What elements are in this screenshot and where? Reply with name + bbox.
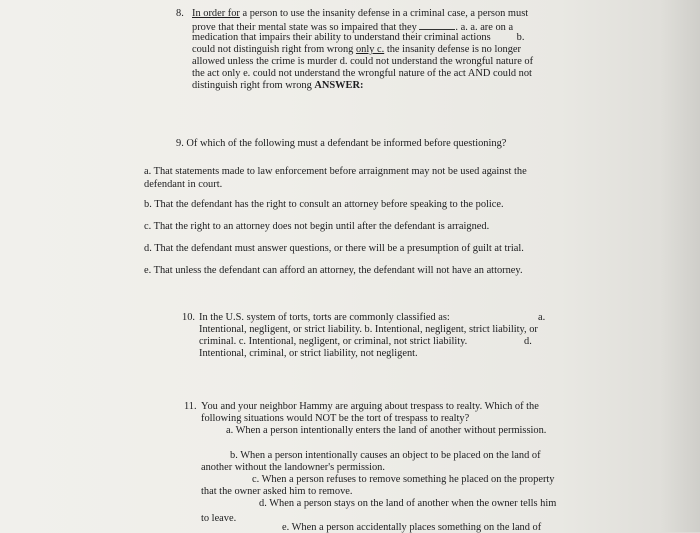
question-8-line-3 <box>192 32 524 43</box>
question-11-option-b-line-2: another without the landowner's permission. <box>201 462 385 473</box>
question-8-line-6: the act only e. could not understand the wrongful nature of the act AND could not <box>192 68 532 79</box>
question-9-option-d: d. That the defendant must answer questions, or there will be a presumption of guilt at trial. <box>144 243 524 254</box>
text-span: . a. a. are on a <box>455 22 514 33</box>
question-8-line-1 <box>192 8 528 19</box>
question-8-line-7 <box>192 80 363 91</box>
question-10-number: 10. <box>182 312 195 323</box>
question-9-option-a-line-1: a. That statements made to law enforcement before arraignment may not be used against the <box>144 166 527 177</box>
question-11-option-d-line-2: to leave. <box>201 513 237 524</box>
text-span: medication that impairs their ability to understand their criminal actions <box>192 32 491 43</box>
question-11-number: 11. <box>184 401 197 412</box>
question-11-option-e-line-1: e. When a person accidentally places something on the land of <box>282 522 542 533</box>
answer-label: ANSWER: <box>314 80 364 91</box>
underlined-phrase: only c. <box>355 44 385 55</box>
question-11-option-b-line-1: b. When a person intentionally causes an object to be placed on the land of <box>230 450 541 461</box>
text-span: b. <box>516 32 525 43</box>
question-8-number: 8. <box>176 8 184 19</box>
question-10-line-3-option: d. <box>524 336 532 347</box>
text-span: prove that their mental state was so impaired that they <box>192 22 417 33</box>
question-11-option-a: a. When a person intentionally enters the land of another without permission. <box>226 425 547 436</box>
question-10-line-4: Intentional, criminal, or strict liability, not negligent. <box>199 348 418 359</box>
text-span: the insanity defense is no longer <box>384 44 521 55</box>
question-11-line-1: You and your neighbor Hammy are arguing about trespass to realty. Which of the <box>201 401 539 412</box>
underlined-phrase: In order for <box>192 8 240 19</box>
question-9-option-e: e. That unless the defendant can afford an attorney, the defendant will not have an attorney. <box>144 265 523 276</box>
question-8-line-5: allowed unless the crime is murder d. could not understand the wrongful nature of <box>192 56 534 67</box>
text-span: could not distinguish right from wrong <box>192 44 356 55</box>
question-11-option-c-line-1: c. When a person refuses to remove something he placed on the property <box>252 474 555 485</box>
question-10-line-1-option: a. <box>538 312 546 323</box>
answer-blank <box>419 20 455 30</box>
question-8-line-4 <box>192 44 521 55</box>
question-9-option-a-line-2: defendant in court. <box>144 179 223 190</box>
question-10-line-3: criminal. c. Intentional, negligent, or criminal, not strict liability. <box>199 336 468 347</box>
question-10-line-1: In the U.S. system of torts, torts are commonly classified as: <box>199 312 450 323</box>
question-9-option-c: c. That the right to an attorney does not begin until after the defendant is arraigned. <box>144 221 490 232</box>
question-11-line-2: following situations would NOT be the tort of trespass to realty? <box>201 413 470 424</box>
question-9-option-b: b. That the defendant has the right to consult an attorney before speaking to the police. <box>144 199 504 210</box>
question-9-stem: 9. Of which of the following must a defendant be informed before questioning? <box>176 138 507 149</box>
question-11-option-c-line-2: that the owner asked him to remove. <box>201 486 353 497</box>
question-10-line-2: Intentional, negligent, or strict liability. b. Intentional, negligent, strict liability, or <box>199 324 538 335</box>
question-11-option-d-line-1: d. When a person stays on the land of another when the owner tells him <box>259 498 557 509</box>
text-span: a person to use the insanity defense in a criminal case, a person must <box>239 8 529 19</box>
page-edge-shadow <box>660 0 700 532</box>
text-span: distinguish right from wrong <box>192 80 315 91</box>
